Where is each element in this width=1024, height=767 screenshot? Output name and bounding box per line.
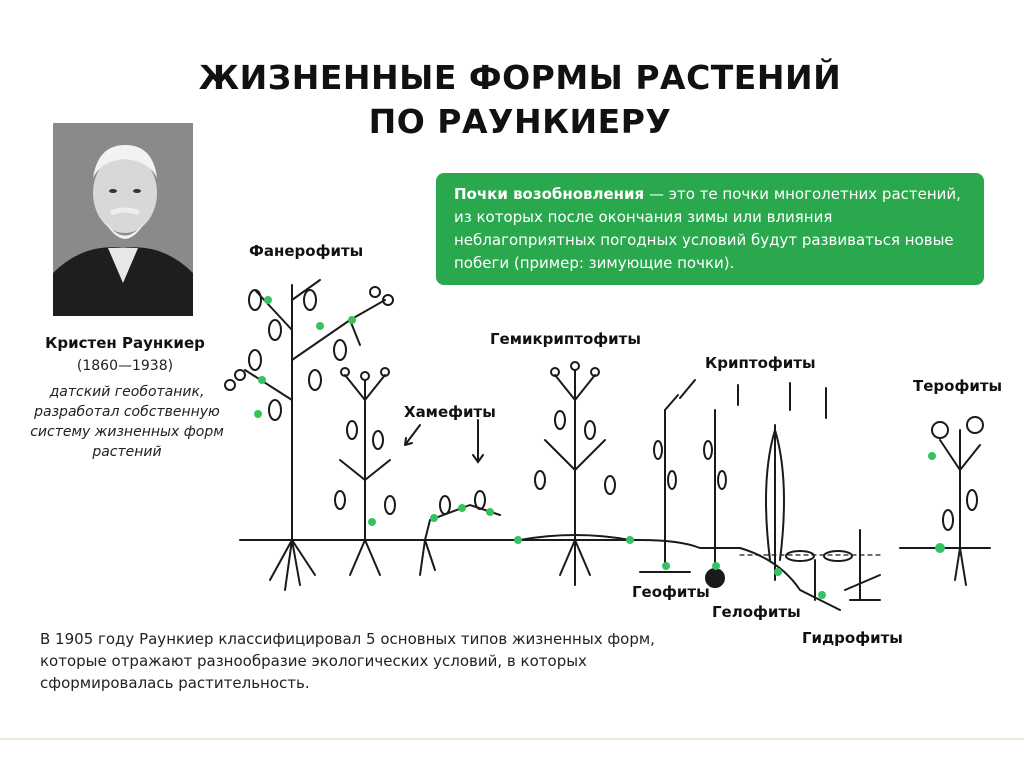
cryptophyte-arrow-1 (680, 380, 695, 398)
label-cryptophytes: Криптофиты (705, 354, 816, 372)
definition-text: — это те почки многолетних растений, из которых после окончания зимы или влияния неблагоприятных погодных условий будут развиваться новые побеги (пример: зимующие почки). (454, 185, 961, 272)
definition-term: Почки возобновления (454, 185, 645, 203)
bottom-divider (0, 738, 1024, 740)
chamaephyte-arrow-2 (473, 420, 483, 462)
chamaephyte-plant-1 (335, 368, 395, 575)
label-phanerophytes: Фанерофиты (249, 242, 364, 260)
title-line-1: ЖИЗНЕННЫЕ ФОРМЫ РАСТЕНИЙ (198, 58, 842, 97)
geophyte-plant-1 (640, 395, 690, 572)
title-line-2: ПО РАУНКИЕРУ (368, 102, 672, 141)
footer-text: В 1905 году Раункиер классифицировал 5 основных типов жизненных форм, которые отражают разнообразие экологических условий, в которых сформировалась растительность. (40, 630, 655, 692)
person-description: датский геоботаник, разработал собственную систему жизненных форм растений (30, 384, 224, 460)
label-hydrophytes: Гидрофиты (802, 629, 903, 647)
person-years: (1860—1938) (76, 358, 174, 374)
hemicryptophyte-plant (520, 362, 630, 585)
phanerophyte-plant (225, 280, 393, 590)
helophyte-plant (766, 425, 784, 580)
label-chamaephytes: Хамефиты (404, 403, 496, 421)
therophyte-plant (932, 417, 983, 585)
label-geophytes: Геофиты (632, 583, 710, 601)
geophyte-plant-2 (704, 410, 726, 587)
chamaephyte-plant-2 (420, 491, 500, 575)
label-therophytes: Терофиты (913, 377, 1003, 395)
ground-line (240, 540, 840, 610)
label-helophytes: Гелофиты (712, 603, 801, 621)
person-name: Кристен Раункиер (45, 334, 205, 352)
chamaephyte-arrow (405, 425, 420, 445)
label-hemicryptophytes: Гемикриптофиты (490, 330, 641, 348)
